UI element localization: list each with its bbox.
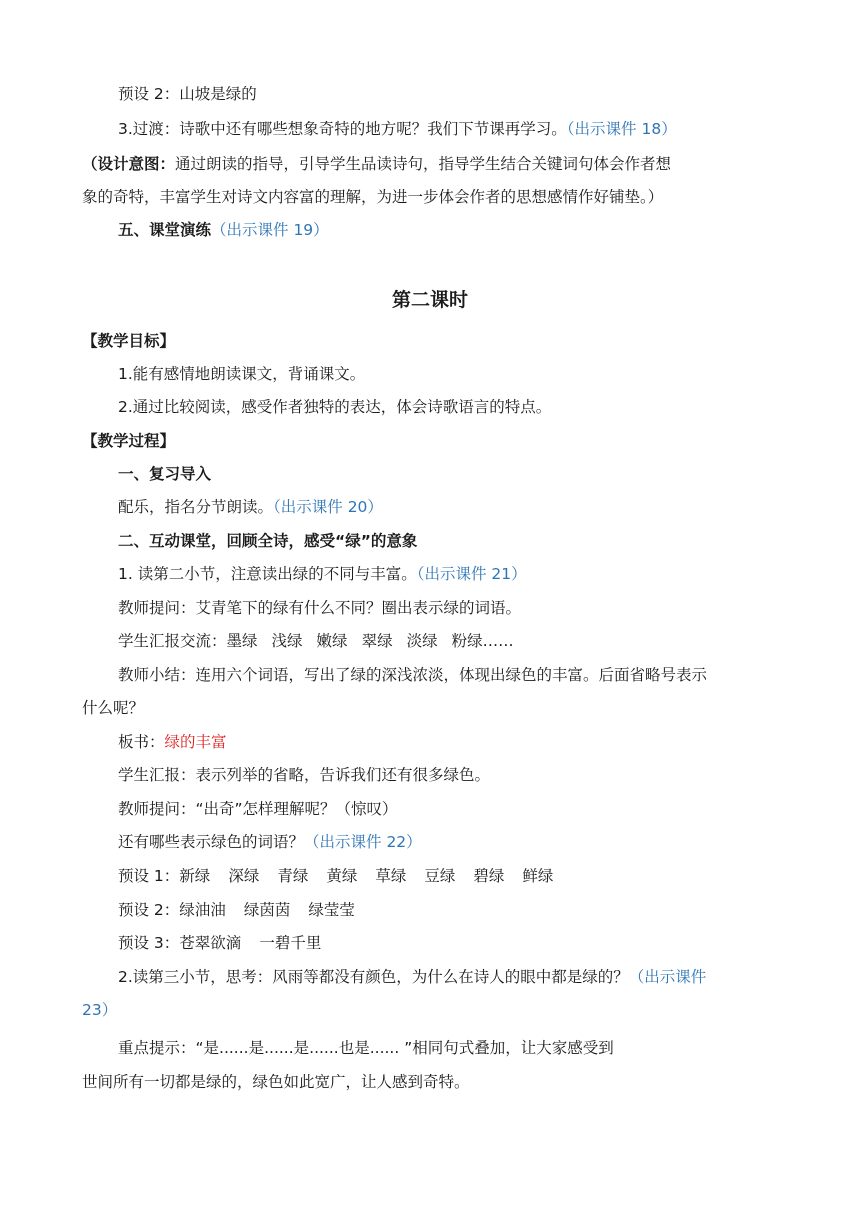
- courseware-ref-21: （出示课件 21）: [416, 565, 527, 583]
- courseware-ref-23b: 23）: [82, 1001, 118, 1019]
- preset-2-line: 预设 2：山坡是绿的: [118, 85, 257, 103]
- green-word: 淡绿: [406, 632, 438, 650]
- green-word: 浅绿: [271, 632, 303, 650]
- courseware-ref-19: （出示课件 19）: [211, 221, 329, 239]
- green-word: 碧绿: [473, 867, 505, 885]
- green-word: 嫩绿: [316, 632, 348, 650]
- section-5-title: 五、课堂演练: [118, 221, 212, 239]
- blackboard-text: 绿的丰富: [164, 733, 227, 751]
- green-word: 鲜绿: [522, 867, 554, 885]
- key-hint-line-1: 重点提示：“是......是......是......也是...... ”相同句式叠加，让大家感受到: [118, 1039, 614, 1057]
- design-intent-line-2: 象的奇特，丰富学生对诗文内容富的理解，为进一步体会作者的思想感情作好铺垫。）: [82, 188, 664, 206]
- green-word: 黄绿: [326, 867, 358, 885]
- green-word: 翠绿: [361, 632, 393, 650]
- item-1-line: [118, 563, 527, 585]
- step-2-heading: 二、互动课堂，回顾全诗，感受“绿”的意象: [118, 532, 418, 550]
- teaching-goals-heading: 【教学目标】: [82, 332, 176, 350]
- step-1-text-line: [118, 496, 383, 518]
- green-word: 绿莹莹: [308, 901, 355, 919]
- preset-2b-label: 预设 2：: [118, 901, 180, 919]
- step-1-heading: 一、复习导入: [118, 465, 212, 483]
- teacher-summary-line-1: 教师小结：连用六个词语，写出了绿的深浅浓淡，体现出绿色的丰富。后面省略号表示: [118, 666, 708, 684]
- teaching-process-heading: 【教学过程】: [82, 432, 176, 450]
- item-1-text: 1. 读第二小节，注意读出绿的不同与丰富。: [118, 565, 417, 583]
- green-word: 粉绿……: [451, 632, 514, 650]
- green-word: 新绿: [179, 867, 211, 885]
- student-report-label: 学生汇报交流：: [118, 632, 227, 650]
- green-word: 苍翠欲滴: [179, 934, 242, 952]
- lesson-title: 第二课时: [391, 289, 468, 311]
- courseware-ref-22: （出示课件 22）: [304, 833, 422, 851]
- more-words-text: 还有哪些表示绿色的词语？: [118, 833, 305, 851]
- green-word: 绿茵茵: [243, 901, 291, 919]
- courseware-ref-23a: （出示课件: [628, 968, 707, 986]
- green-word: 墨绿: [226, 632, 258, 650]
- blackboard-label: 板书：: [118, 733, 165, 751]
- preset-3-line: [118, 932, 321, 954]
- teacher-question-1: 教师提问：艾青笔下的绿有什么不同？圈出表示绿的词语。: [118, 599, 522, 617]
- green-word: 草绿: [375, 867, 407, 885]
- green-word: 豆绿: [424, 867, 456, 885]
- section-5-heading: [118, 219, 329, 241]
- goal-1: 1.能有感情地朗读课文，背诵课文。: [118, 365, 366, 383]
- preset-1-label: 预设 1：: [118, 867, 180, 885]
- goal-2: 2.通过比较阅读，感受作者独特的表达，体会诗歌语言的特点。: [118, 398, 552, 416]
- preset-3-label: 预设 3：: [118, 934, 180, 952]
- student-report-line: [118, 630, 514, 652]
- key-hint-line-2: 世间所有一切都是绿的，绿色如此宽广，让人感到奇特。: [82, 1073, 470, 1091]
- more-words-line: [118, 831, 422, 853]
- design-intent-label: （设计意图：: [82, 155, 176, 173]
- courseware-ref-18: （出示课件 18）: [566, 120, 677, 138]
- design-intent-text-1: 通过朗读的指导，引导学生品读诗句，指导学生结合关键词句体会作者想: [175, 155, 672, 173]
- blackboard-line: [118, 731, 227, 753]
- item-2-text: 2.读第三小节，思考：风雨等都没有颜色，为什么在诗人的眼中都是绿的？: [118, 968, 629, 986]
- item-2-line: [118, 966, 706, 988]
- preset-1-line: [118, 865, 553, 887]
- student-report-2: 学生汇报：表示列举的省略，告诉我们还有很多绿色。: [118, 766, 491, 784]
- transition-line: [118, 118, 677, 140]
- courseware-ref-20: （出示课件 20）: [273, 498, 383, 516]
- transition-text: 3.过渡：诗歌中还有哪些想象奇特的地方呢？我们下节课再学习。: [118, 120, 567, 138]
- teacher-question-2: 教师提问：“出奇”怎样理解呢？（惊叹）: [118, 800, 398, 818]
- green-word: 绿油油: [179, 901, 226, 919]
- green-word: 青绿: [277, 867, 309, 885]
- green-word: 深绿: [228, 867, 260, 885]
- design-intent-line-1: [82, 153, 671, 175]
- teacher-summary-line-2: 什么呢？: [82, 699, 145, 717]
- step-1-text: 配乐，指名分节朗读。: [118, 498, 274, 516]
- preset-2b-line: [118, 899, 355, 921]
- green-word: 一碧千里: [259, 934, 322, 952]
